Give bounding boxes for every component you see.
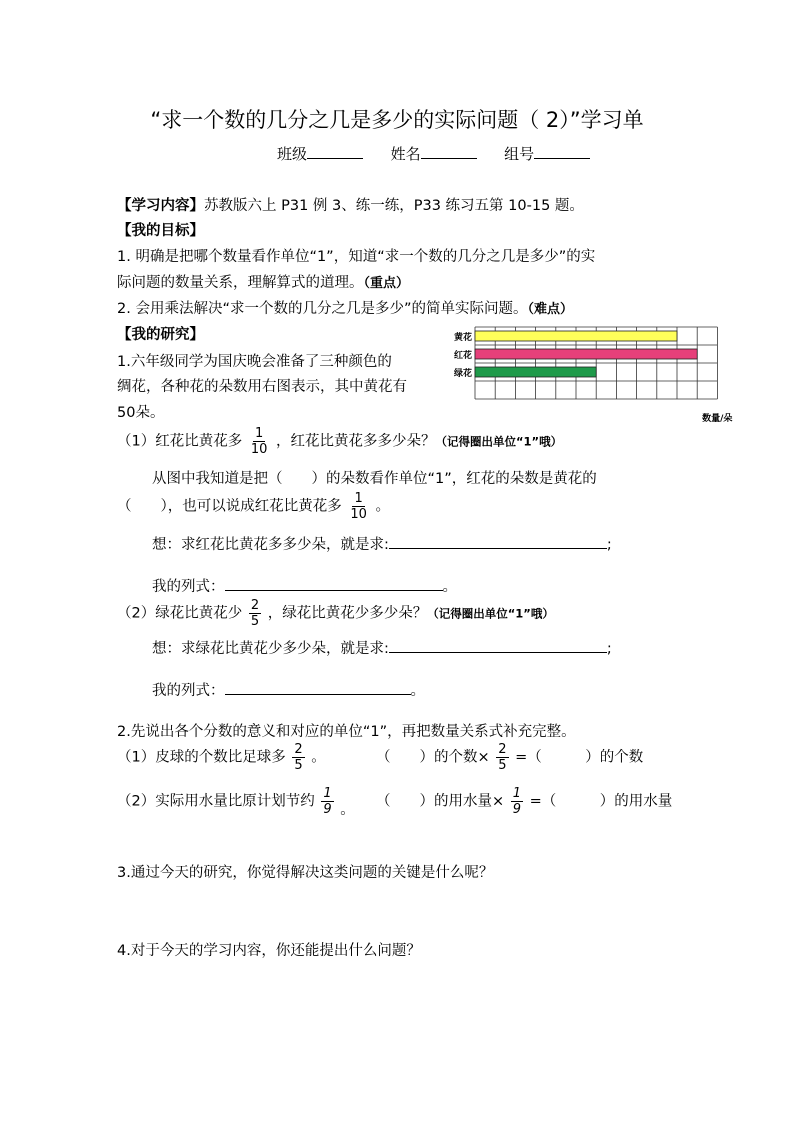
section-2-row-2-relation: （ ）的用水量× $\frac{1}{9}$ =（ ）的用水量 bbox=[376, 786, 673, 817]
question-1: （1）红花比黄花多 $\frac{1}{10}$ ，红花比黄花多多少朵？（记得圈出单位“1”哦） bbox=[117, 426, 563, 457]
flower-bar-chart bbox=[445, 322, 745, 432]
goal-1-line-2: 际问题的数量关系，理解算式的道理。（重点） bbox=[117, 275, 410, 291]
category-label: 黄花 bbox=[453, 333, 472, 343]
fraction-one-ninth: $\frac{1}{9}$ bbox=[323, 786, 332, 817]
goals-heading: 【我的目标】 bbox=[117, 223, 204, 239]
answer-line[interactable] bbox=[389, 640, 607, 653]
section-2-row-1-relation: （ ）的个数× $\frac{2}{5}$ =（ ）的个数 bbox=[376, 742, 644, 773]
category-label: 红花 bbox=[453, 351, 472, 361]
goal-1-line-1: 1. 明确是把哪个数量看作单位“1”，知道“求一个数的几分之几是多少”的实 bbox=[117, 249, 596, 265]
group-label: 组号 bbox=[504, 145, 535, 163]
answer-line[interactable] bbox=[389, 536, 607, 549]
difficult-point-tag: （难点） bbox=[527, 302, 573, 317]
fraction-two-fifths: $\frac{2}{5}$ bbox=[294, 742, 303, 773]
question-1-line-2: 从图中我知道是把（ ）的朵数看作单位“1”，红花的朵数是黄花的 bbox=[152, 471, 597, 487]
fraction-one-ninth: $\frac{1}{9}$ bbox=[512, 786, 522, 817]
question-1-formula: 我的列式： 。 bbox=[152, 579, 457, 595]
fraction-two-fifths: $\frac{2}{5}$ bbox=[498, 742, 507, 773]
question-2-think: 想：求绿花比黄花少多少朵，就是求: ; bbox=[152, 641, 612, 657]
name-label: 姓名 bbox=[390, 145, 421, 163]
class-label: 班级 bbox=[277, 145, 308, 163]
section-2-row-2: （2）实际用水量比原计划节约 $\frac{1}{9}$ 。 bbox=[117, 786, 355, 818]
header-fields bbox=[277, 143, 590, 164]
section-3-question: 3.通过今天的研究，你觉得解决这类问题的关键是什么呢？ bbox=[117, 865, 494, 881]
section-4-question: 4.对于今天的学习内容，你还能提出什么问题？ bbox=[117, 943, 421, 959]
formula-line[interactable] bbox=[225, 682, 411, 695]
learning-content: 【学习内容】苏教版六上 P31 例 3、练一练，P33 练习五第 10-15 题。 bbox=[117, 198, 584, 214]
question-2-formula: 我的列式： 。 bbox=[152, 683, 425, 699]
bar-2 bbox=[475, 349, 697, 359]
fraction-one-tenth: $\frac{1}{10}$ bbox=[250, 426, 268, 457]
problem-1-line-2: 绸花，各种花的朵数用右图表示，其中黄花有 bbox=[117, 379, 407, 395]
reminder-note: （记得圈出单位“1”哦） bbox=[435, 434, 563, 449]
bar-1 bbox=[475, 331, 677, 341]
question-1-think: 想：求红花比黄花多多少朵，就是求: ; bbox=[152, 537, 612, 553]
group-field[interactable] bbox=[534, 146, 590, 159]
category-label: 绿花 bbox=[453, 369, 472, 379]
research-heading: 【我的研究】 bbox=[117, 327, 204, 343]
problem-1-line-1: 1.六年级同学为国庆晚会准备了三种颜色的 bbox=[117, 354, 392, 370]
x-axis-label: 数量/朵 bbox=[702, 414, 733, 424]
key-point-tag: （重点） bbox=[363, 276, 410, 291]
goal-2: 2. 会用乘法解决“求一个数的几分之几是多少”的简单实际问题。（难点） bbox=[117, 301, 573, 317]
fraction-one-tenth: $\frac{1}{10}$ bbox=[350, 491, 367, 522]
section-2-row-1: （1）皮球的个数比足球多 $\frac{2}{5}$ 。 bbox=[117, 742, 326, 773]
problem-1-line-3: 50朵。 bbox=[117, 405, 165, 421]
bar-3 bbox=[475, 367, 596, 377]
name-field[interactable] bbox=[421, 146, 477, 159]
fraction-two-fifths: $\frac{2}{5}$ bbox=[250, 598, 260, 629]
question-2: （2）绿花比黄花少 $\frac{2}{5}$ ，绿花比黄花少多少朵？（记得圈出单位“1”哦） bbox=[117, 598, 554, 629]
page-title: “求一个数的几分之几是多少的实际问题（ 2）”学习单 bbox=[150, 108, 644, 132]
reminder-note: （记得圈出单位“1”哦） bbox=[427, 606, 554, 621]
class-field[interactable] bbox=[307, 146, 363, 159]
formula-line[interactable] bbox=[225, 578, 443, 591]
question-1-line-3: （ ），也可以说成红花比黄花多 $\frac{1}{10}$ 。 bbox=[117, 491, 391, 522]
section-2-heading: 2.先说出各个分数的意义和对应的单位“1”，再把数量关系式补充完整。 bbox=[117, 724, 576, 740]
